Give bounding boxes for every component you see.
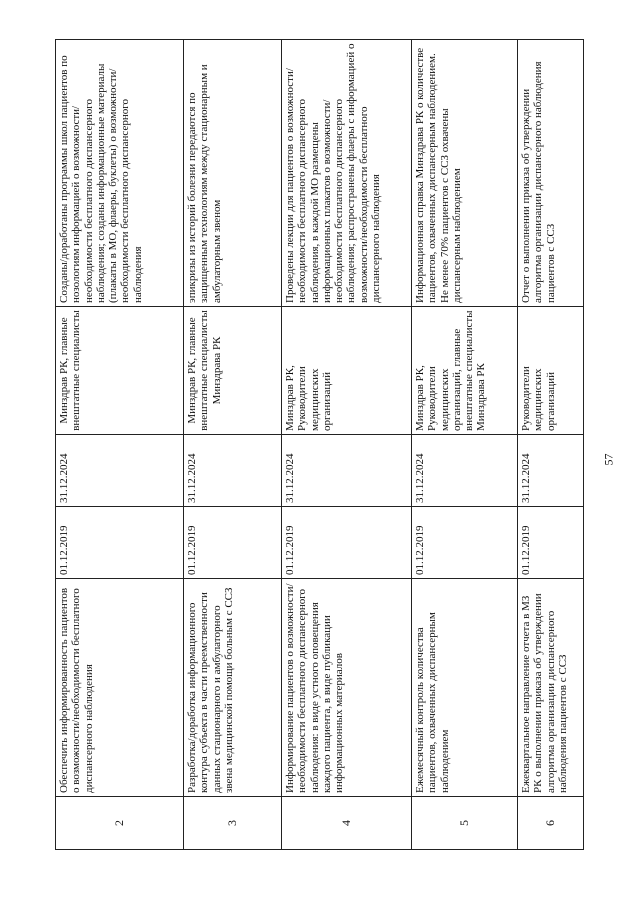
end-date-cell: 31.12.2024: [282, 435, 412, 507]
task-cell: Информирование пациентов о возможности/необходимости бесплатного диспансерного наблюдения: в виде устного оповещения каждого пациента, в виде публикации информационных материалов: [282, 579, 412, 797]
task-cell: Ежеквартальное направление отчета в МЗ РК о выполнении приказа об утверждении алгоритма организации диспансерного наблюдения пациентов с ССЗ: [518, 579, 584, 797]
row-number: 2: [56, 797, 184, 850]
page-number: 57: [601, 453, 616, 466]
table-row: [282, 40, 412, 850]
row-number: 3: [184, 797, 282, 850]
action-plan-table: [55, 39, 584, 850]
end-date-cell: 31.12.2024: [412, 435, 518, 507]
responsible-cell: Руководители медицинских организаций: [518, 307, 584, 435]
end-date-cell: 31.12.2024: [56, 435, 184, 507]
end-date-cell: 31.12.2024: [184, 435, 282, 507]
row-number: 4: [282, 797, 412, 850]
result-cell: Созданы/доработаны программы школ пациентов по нозологиям информацией о возможности/необходимости бесплатного диспансерного наблюдения; созданы информационные материалы (плакаты в МО, флаеры, буклеты) о возможности/необходимости бесплатного диспансерного наблюдения: [56, 40, 184, 307]
responsible-cell: Минздрав РК, Руководители медицинских организаций: [282, 307, 412, 435]
table-row: [412, 40, 518, 850]
start-date-cell: 01.12.2019: [412, 507, 518, 579]
result-cell: Отчет о выполнении приказа об утверждении алгоритма организации диспансерного наблюдения пациентов с ССЗ: [518, 40, 584, 307]
start-date-cell: 01.12.2019: [184, 507, 282, 579]
start-date-cell: 01.12.2019: [56, 507, 184, 579]
result-cell: эпикризы из историй болезни передаются по защищенным технологиям между стационарным и амбулаторным звеном: [184, 40, 282, 307]
start-date-cell: 01.12.2019: [518, 507, 584, 579]
result-cell: Информационная справка Минздрава РК о количестве пациентов, охваченных диспансерным наблюдением. Не менее 70% пациентов с ССЗ охвачены диспансерным наблюдением: [412, 40, 518, 307]
start-date-cell: 01.12.2019: [282, 507, 412, 579]
rotated-table-sheet: [55, 40, 583, 850]
table-row: [518, 40, 584, 850]
table-row: [56, 40, 184, 850]
result-cell: Проведены лекции для пациентов о возможности/необходимости бесплатного диспансерного наблюдения, в каждой МО размещены информационных плакатов о возможности/необходимости бесплатного диспансерного наблюдения; распространены флаеры с информацией о возможности/необходимости бесплатного диспансерного наблюдения: [282, 40, 412, 307]
table-row: [184, 40, 282, 850]
responsible-cell: Минздрав РК, Руководители медицинских организаций, главные внештатные специалисты Минздрава РК: [412, 307, 518, 435]
task-cell: Обеспечить информированность пациентов о возможности/необходимости бесплатного диспансерного наблюдения: [56, 579, 184, 797]
responsible-cell: Минздрав РК, главные внештатные специалисты: [56, 307, 184, 435]
row-number: 5: [412, 797, 518, 850]
task-cell: Ежемесячный контроль количества пациентов, охваченных диспансерным наблюдением: [412, 579, 518, 797]
responsible-cell: Минздрав РК, главные внештатные специалисты Минздрава РК: [184, 307, 282, 435]
task-cell: Разработка/доработка информационного контура субъекта в части преемственности данных стационарного и амбулаторного звена медицинской помощи больным с ССЗ: [184, 579, 282, 797]
end-date-cell: 31.12.2024: [518, 435, 584, 507]
row-number: 6: [518, 797, 584, 850]
